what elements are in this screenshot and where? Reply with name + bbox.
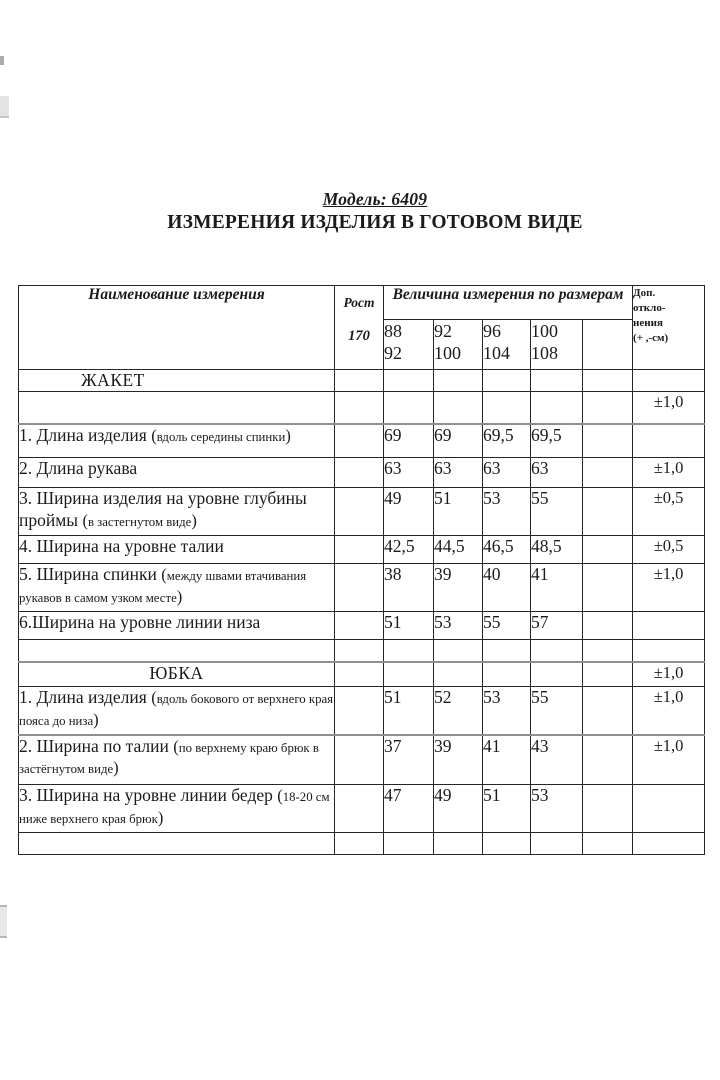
- value-cell: 69,5: [483, 424, 531, 458]
- height-cell: [335, 833, 384, 855]
- measurement-note: в застегнутом виде: [87, 514, 192, 529]
- value-cell: 39: [434, 735, 483, 785]
- height-label: Рост: [343, 295, 375, 310]
- measurement-label: 2. Ширина по талии: [19, 735, 169, 756]
- value-cell: [531, 392, 583, 424]
- height-cell: [335, 392, 384, 424]
- measurement-name-cell: [19, 536, 335, 564]
- section-row: [19, 370, 705, 392]
- measurement-name-cell: [19, 640, 335, 662]
- value-cell: 39: [434, 564, 483, 612]
- value-cell: 53: [483, 488, 531, 536]
- deviation-cell: ±1,0: [633, 687, 705, 735]
- value-cell: [384, 370, 434, 392]
- value-cell: [434, 392, 483, 424]
- measurement-note: вдоль середины спинки: [156, 429, 286, 444]
- deviation-line: нения: [633, 317, 663, 329]
- value-cell: 63: [434, 458, 483, 488]
- value-cell: 51: [384, 612, 434, 640]
- deviation-cell: [633, 370, 705, 392]
- height-cell: [335, 785, 384, 833]
- table-row: [19, 458, 705, 488]
- measurement-name-cell: [19, 392, 335, 424]
- table-row: [19, 564, 705, 612]
- value-cell: 69: [384, 424, 434, 458]
- measurement-name-cell: [19, 458, 335, 488]
- value-cell: 63: [384, 458, 434, 488]
- measurement-name-cell: [19, 370, 335, 392]
- value-cell: 47: [384, 785, 434, 833]
- measurement-name-cell: 5. Ширина спинки (между швами втачивания рукавов в самом узком месте): [19, 564, 335, 612]
- deviation-line: откло-: [633, 302, 666, 314]
- height-cell: [335, 612, 384, 640]
- height-cell: [335, 370, 384, 392]
- measurement-label: 1. Длина изделия: [19, 687, 147, 708]
- table-row: [19, 687, 705, 735]
- value-cell: 55: [531, 488, 583, 536]
- deviation-cell: ±1,0: [633, 392, 705, 424]
- value-cell: 57: [531, 612, 583, 640]
- value-cell: [583, 536, 633, 564]
- height-cell: [335, 564, 384, 612]
- deviation-cell: ±1,0: [633, 662, 705, 687]
- deviation-cell: ±1,0: [633, 564, 705, 612]
- value-cell: [583, 370, 633, 392]
- measurement-name-cell: [19, 662, 335, 687]
- measurements-table: [18, 285, 705, 855]
- table-row: [19, 488, 705, 536]
- value-cell: [583, 564, 633, 612]
- deviation-cell: [633, 785, 705, 833]
- measurement-note: по верхнему краю брюк в застёгнутом виде: [19, 740, 319, 777]
- value-cell: 55: [483, 612, 531, 640]
- value-cell: [583, 640, 633, 662]
- deviation-cell: ±0,5: [633, 536, 705, 564]
- value-cell: 46,5: [483, 536, 531, 564]
- height-cell: [335, 458, 384, 488]
- table-row: [19, 612, 705, 640]
- measurement-label: 4. Ширина на уровне талии: [19, 536, 224, 557]
- value-cell: [583, 785, 633, 833]
- height-cell: [335, 488, 384, 536]
- value-cell: [583, 662, 633, 687]
- measurement-note: между швами втачивания рукавов в самом узком месте: [19, 569, 307, 605]
- value-cell: [483, 640, 531, 662]
- deviation-cell: [633, 640, 705, 662]
- value-cell: [583, 392, 633, 424]
- height-cell: [335, 662, 384, 687]
- value-cell: 38: [384, 564, 434, 612]
- value-cell: [583, 458, 633, 488]
- size-column-header: 96 104: [483, 320, 531, 370]
- value-cell: 51: [384, 687, 434, 735]
- header-sizes-title: Величина измерения по размерам: [384, 286, 633, 320]
- deviation-cell: [633, 833, 705, 855]
- size-column-header: 100 108: [531, 320, 583, 370]
- measurement-name-cell: [19, 833, 335, 855]
- value-cell: [384, 392, 434, 424]
- value-cell: 53: [483, 687, 531, 735]
- deviation-cell: ±1,0: [633, 458, 705, 488]
- value-cell: 42,5: [384, 536, 434, 564]
- empty-row: [19, 833, 705, 855]
- table-row: [19, 424, 705, 458]
- title-block: [30, 189, 720, 234]
- height-cell: [335, 687, 384, 735]
- table-header: [19, 286, 705, 370]
- empty-row: [19, 392, 705, 424]
- value-cell: [531, 370, 583, 392]
- value-cell: 49: [384, 488, 434, 536]
- table-row: [19, 536, 705, 564]
- value-cell: [583, 687, 633, 735]
- value-cell: 48,5: [531, 536, 583, 564]
- value-cell: 49: [434, 785, 483, 833]
- value-cell: 51: [483, 785, 531, 833]
- model-title: Модель: 6409: [322, 189, 428, 209]
- measurement-note: 18-20 см ниже верхнего края брюк: [19, 790, 330, 826]
- deviation-line: (+ ,-см): [633, 332, 669, 344]
- table-row: [19, 735, 705, 785]
- value-cell: 53: [434, 612, 483, 640]
- scan-artifact: [0, 56, 4, 65]
- measurement-name-cell: 3. Ширина на уровне линии бедер (18-20 см ниже верхнего края брюк): [19, 785, 335, 833]
- value-cell: 43: [531, 735, 583, 785]
- value-cell: 69: [434, 424, 483, 458]
- header-row-top: [19, 286, 705, 320]
- header-deviation: [633, 286, 705, 370]
- value-cell: [434, 662, 483, 687]
- value-cell: [583, 833, 633, 855]
- height-cell: [335, 735, 384, 785]
- value-cell: 52: [434, 687, 483, 735]
- measurement-label: 5. Ширина спинки: [19, 564, 157, 585]
- value-cell: 63: [531, 458, 583, 488]
- value-cell: [531, 833, 583, 855]
- size-column-header: 88 92: [384, 320, 434, 370]
- page-title: ИЗМЕРЕНИЯ ИЗДЕЛИЯ В ГОТОВОМ ВИДЕ: [167, 212, 583, 233]
- value-cell: 51: [434, 488, 483, 536]
- value-cell: [583, 424, 633, 458]
- value-cell: [434, 833, 483, 855]
- measurement-name-cell: 2. Ширина по талии (по верхнему краю брюк в застёгнутом виде): [19, 735, 335, 785]
- value-cell: [583, 735, 633, 785]
- value-cell: [384, 640, 434, 662]
- measurement-label: 6.Ширина на уровне линии низа: [19, 612, 261, 633]
- value-cell: [531, 640, 583, 662]
- height-cell: [335, 424, 384, 458]
- header-measurement-name: Наименование измерения: [19, 286, 335, 370]
- value-cell: [583, 488, 633, 536]
- deviation-cell: [633, 424, 705, 458]
- scan-artifact: [0, 96, 9, 118]
- measurement-label: 3. Ширина на уровне линии бедер: [19, 785, 273, 806]
- value-cell: [531, 662, 583, 687]
- deviation-line: Доп.: [633, 287, 656, 299]
- value-cell: [434, 370, 483, 392]
- measurement-name-cell: 1. Длина изделия (вдоль середины спинки): [19, 424, 335, 458]
- table-row: [19, 785, 705, 833]
- section-row: [19, 662, 705, 687]
- header-height: [335, 286, 384, 370]
- size-column-header: [583, 320, 633, 370]
- value-cell: [384, 662, 434, 687]
- measurement-label: ЮБКА: [149, 662, 204, 683]
- value-cell: 53: [531, 785, 583, 833]
- measurement-label: 1. Длина изделия: [19, 424, 147, 445]
- measurement-label: 3. Ширина изделия на уровне глубины проймы: [19, 488, 307, 530]
- deviation-cell: [633, 612, 705, 640]
- value-cell: [384, 833, 434, 855]
- height-cell: [335, 536, 384, 564]
- table-body: [19, 370, 705, 855]
- measurement-name-cell: 1. Длина изделия (вдоль бокового от верхнего края пояса до низа): [19, 687, 335, 735]
- value-cell: [483, 662, 531, 687]
- height-cell: [335, 640, 384, 662]
- value-cell: 40: [483, 564, 531, 612]
- value-cell: 41: [483, 735, 531, 785]
- empty-row: [19, 640, 705, 662]
- value-cell: [483, 392, 531, 424]
- value-cell: [483, 370, 531, 392]
- deviation-cell: ±0,5: [633, 488, 705, 536]
- measurement-name-cell: [19, 612, 335, 640]
- value-cell: 41: [531, 564, 583, 612]
- value-cell: 55: [531, 687, 583, 735]
- value-cell: 69,5: [531, 424, 583, 458]
- measurement-label: ЖАКЕТ: [81, 370, 145, 390]
- value-cell: 44,5: [434, 536, 483, 564]
- measurement-note: вдоль бокового от верхнего края пояса до низа: [19, 692, 334, 728]
- scan-artifact: [0, 905, 7, 938]
- value-cell: [583, 612, 633, 640]
- value-cell: [483, 833, 531, 855]
- value-cell: 63: [483, 458, 531, 488]
- value-cell: 37: [384, 735, 434, 785]
- size-column-header: 92 100: [434, 320, 483, 370]
- deviation-cell: ±1,0: [633, 735, 705, 785]
- value-cell: [434, 640, 483, 662]
- measurement-name-cell: 3. Ширина изделия на уровне глубины проймы (в застегнутом виде): [19, 488, 335, 536]
- measurement-label: 2. Длина рукава: [19, 458, 138, 479]
- height-value: 170: [348, 328, 370, 344]
